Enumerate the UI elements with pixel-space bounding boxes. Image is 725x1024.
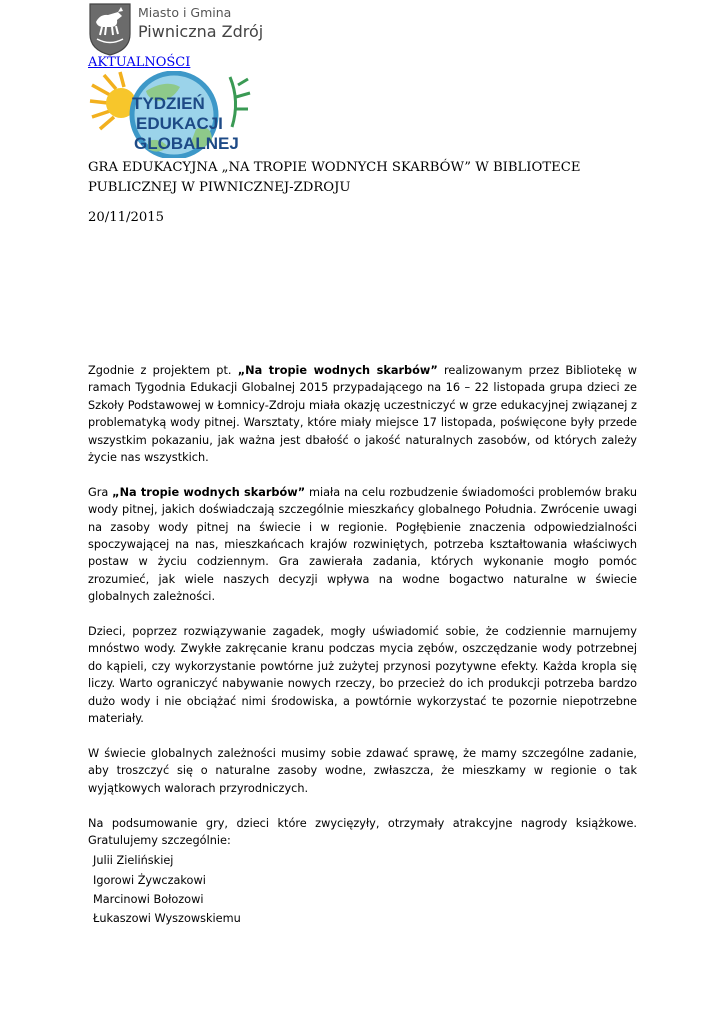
paragraph-4: W świecie globalnych zależności musimy sobie zdawać sprawę, że mamy szczególne zadanie, aby troszczyć się o naturalne zasoby wodne, zwłaszcza, że mieszkamy w regionie o tak wyjątkowych walorach przyrodniczych. bbox=[88, 746, 637, 795]
paragraph-2: Gra „Na tropie wodnych skarbów” miała na celu rozbudzenie świadomości problemów braku wody pitnej, jakich doświadczają szczególnie mieszkańcy globalnego Południa. Zwrócenie uwagi na zasoby wody pitnej na świecie i w regionie. Pogłębienie znaczenia odpowiedzialności spoczywającej na nas, mieszkańcach krajów rozwiniętych, potrzeba kształtowania właściwych postaw w życiu codziennym. Gra zawierała zadania, których wykonanie mogło pomóc zrozumieć, jak wiele naszych decyzji wpływa na wodne bogactwo naturalne w świecie globalnych zależności. bbox=[88, 485, 638, 604]
logo-text-line1: Miasto i Gmina bbox=[138, 5, 232, 20]
banner-line1: TYDZIEŃ bbox=[132, 94, 205, 113]
article-title: GRA EDUKACYJNA „NA TROPIE WODNYCH SKARBÓW” W BIBLIOTECE PUBLICZNEJ W PIWNICZNEJ-ZDROJU bbox=[88, 160, 581, 195]
game-name: „Na tropie wodnych skarbów” bbox=[112, 485, 306, 499]
site-logo[interactable] bbox=[88, 2, 268, 56]
global-education-week-banner bbox=[88, 71, 256, 158]
sun-icon bbox=[90, 72, 136, 129]
list-item: Julii Zielińskiej bbox=[93, 854, 174, 868]
list-item: Igorowi Żywczakowi bbox=[93, 873, 206, 887]
paragraph-3: Dzieci, poprzez rozwiązywanie zagadek, mogły uświadomić sobie, że codziennie marnujemy mnóstwo wody. Zwykłe zakręcanie kranu podczas mycia zębów, oszczędzanie wody potrzebnej do kąpieli, czy wykorzystanie powtórne już zużytej przynosi pozytywne efekty. Każda kropla się liczy. Warto ograniczyć nabywanie nowych rzeczy, bo przecież do ich produkcji potrzeba bardzo dużo wody i nie obciążać nimi środowiska, a powtórnie wykorzystać te pozornie niepotrzebne materiały. bbox=[88, 625, 637, 726]
article-body bbox=[88, 362, 637, 929]
banner-line3: GLOBALNEJ bbox=[134, 134, 239, 153]
paragraph-1: Zgodnie z projektem pt. „Na tropie wodnych skarbów” realizowanym przez Bibliotekę w ramach Tygodnia Edukacji Globalnej 2015 przypadającego na 16 – 22 listopada grupa dzieci ze Szkoły Podstawowej w Łomnicy-Zdroju miała okazję uczestniczyć w grze edukacyjnej związanej z problematyką wody pitnej. Warsztaty, które miały miejsce 17 listopada, poświęcone były przede wszystkim pokazaniu, jak ważna jest dbałość o jakość naturalnych zasobów, od których zależy życie nas wszystkich. bbox=[88, 364, 637, 465]
article-date: 20/11/2015 bbox=[88, 210, 165, 225]
coat-of-arms-icon bbox=[88, 2, 132, 56]
nav-link-news[interactable]: AKTUALNOŚCI bbox=[88, 55, 191, 70]
winners-list bbox=[88, 851, 637, 928]
logo-text-line2: Piwniczna Zdrój bbox=[138, 22, 264, 41]
project-name: „Na tropie wodnych skarbów” bbox=[237, 364, 438, 377]
list-item: Łukaszowi Wyszowskiemu bbox=[93, 912, 241, 926]
paragraph-5: Na podsumowanie gry, dzieci które zwycięzyły, otrzymały atrakcyjne nagrody książkowe. Gratulujemy szczególnie: bbox=[88, 816, 637, 847]
list-item: Marcinowi Bołozowi bbox=[93, 892, 204, 906]
banner-line2: EDUKACJI bbox=[136, 114, 223, 133]
